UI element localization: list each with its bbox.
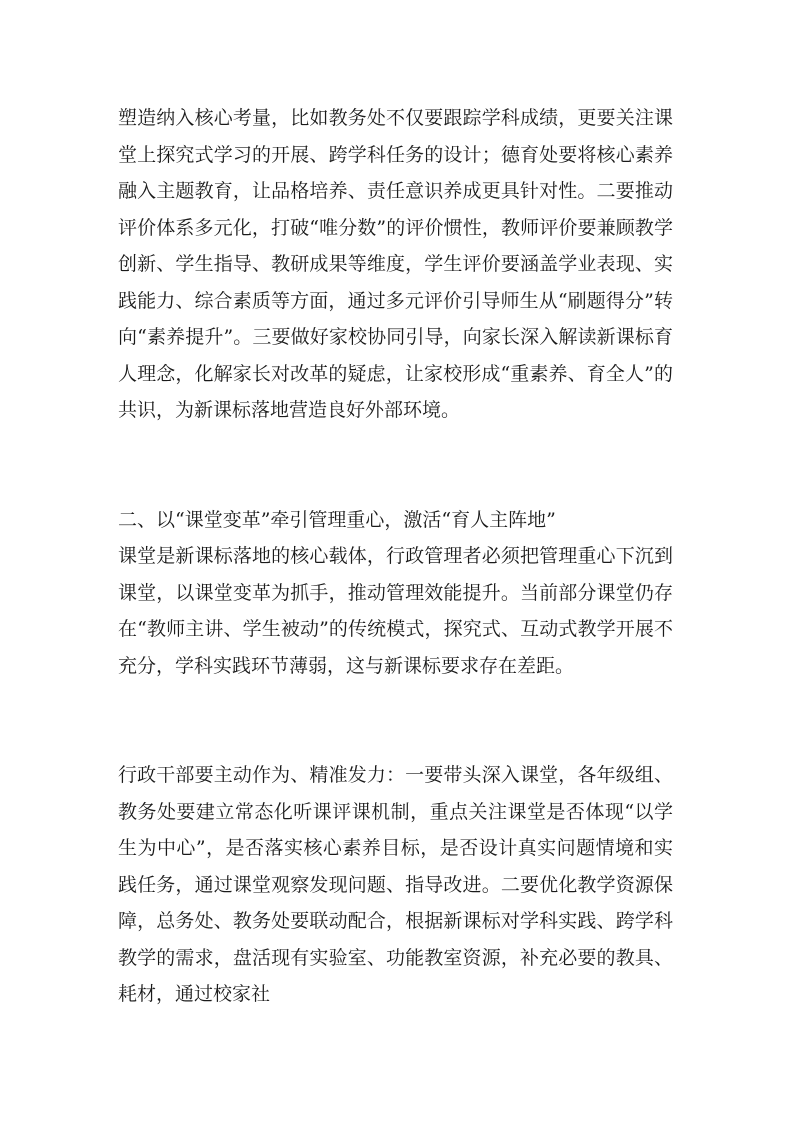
paragraph-spacer: [118, 429, 673, 502]
paragraph-admin-actions: 行政干部要主动作为、精准发力：一要带头深入课堂，各年级组、教务处要建立常态化听课评课机制，重点关注课堂是否体现“以学生为中心”，是否落实核心素养目标，是否设计真实问题情境和实践任务，通过课堂观察发现问题、指导改进。二要优化教学资源保障，总务处、教务处要联动配合，根据新课标对学科实践、跨学科教学的需求，盘活现有实验室、功能教室资源，补充必要的教具、耗材，通过校家社: [118, 764, 673, 1005]
paragraph-evaluation-reform: 塑造纳入核心考量，比如教务处不仅要跟踪学科成绩，更要关注课堂上探究式学习的开展、跨学科任务的设计；德育处要将核心素养融入主题教育，让品格培养、责任意识养成更具针对性。二要推动评价体系多元化，打破“唯分数”的评价惯性，教师评价要兼顾教学创新、学生指导、教研成果等维度，学生评价要涵盖学业表现、实践能力、综合素质等方面，通过多元评价引导师生从“刷题得分”转向“素养提升”。三要做好家校协同引导，向家长深入解读新课标育人理念，化解家长对改革的疑虑，让家校形成“重素养、育全人”的共识，为新课标落地营造良好外部环境。: [118, 107, 673, 421]
paragraph-classroom-carrier: 课堂是新课标落地的核心载体，行政管理者必须把管理重心下沉到课堂，以课堂变革为抓手，推动管理效能提升。当前部分课堂仍存在“教师主讲、学生被动”的传统模式，探究式、互动式教学开展不充分，学科实践环节薄弱，这与新课标要求存在差距。: [118, 545, 673, 677]
paragraph-spacer: [118, 684, 673, 757]
document-body: [118, 100, 673, 1013]
section-heading-two: 二、以“课堂变革”牵引管理重心，激活“育人主阵地”: [118, 508, 556, 531]
